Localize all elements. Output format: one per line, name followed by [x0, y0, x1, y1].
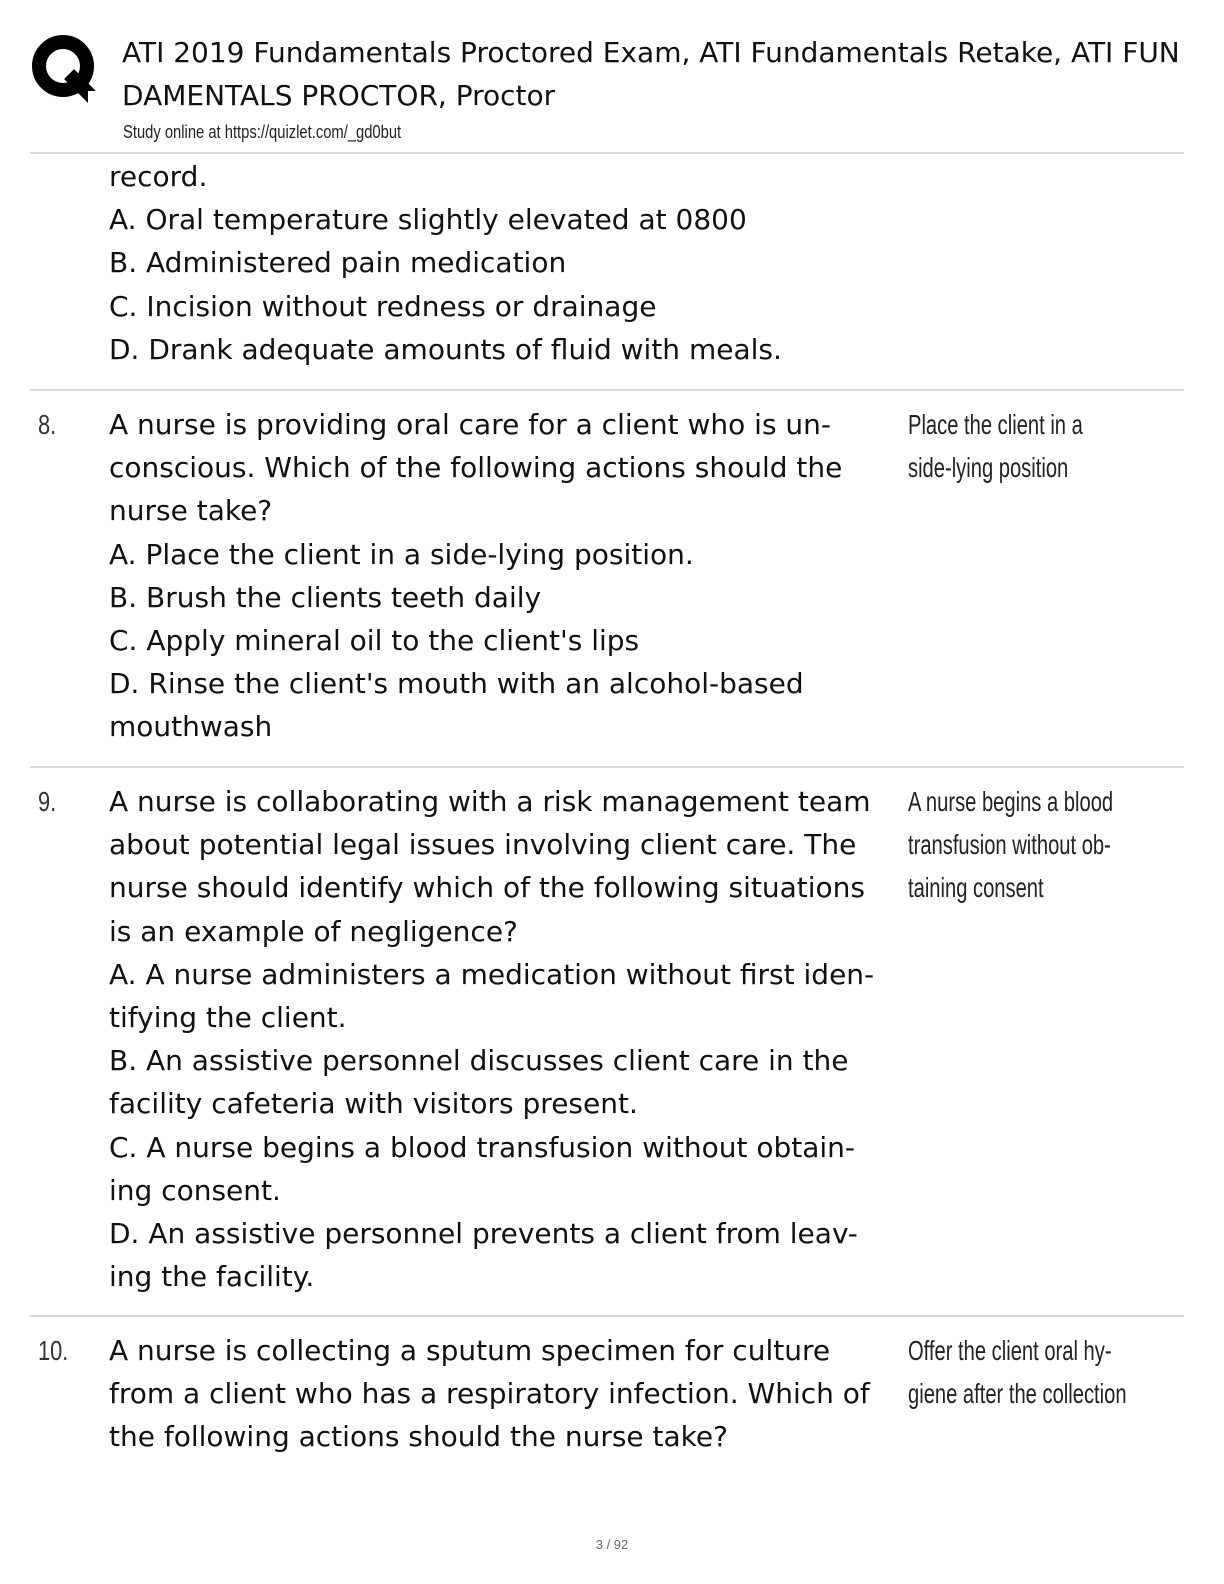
answer-line: A nurse begins a blood — [908, 786, 1114, 817]
text-line: A nurse is collecting a sputum specimen for culture — [109, 1334, 831, 1367]
text-line: A nurse is collaborating with a risk management team — [109, 785, 871, 818]
question-divider — [30, 766, 1184, 768]
text-line: ing consent. — [109, 1173, 281, 1207]
quizlet-q-logo-icon — [30, 33, 100, 103]
text-line: ing the facility. — [109, 1260, 315, 1294]
title-line: DAMENTALS PROCTOR, Proctor — [122, 79, 556, 112]
question-divider — [30, 389, 1184, 391]
question-text — [109, 780, 899, 1298]
text-line: is an example of negligence? — [109, 914, 518, 948]
title-line: ATI 2019 Fundamentals Proctored Exam, ATI Fundamentals Retake, ATI FUN — [122, 36, 1180, 69]
text-line: mouthwash — [109, 710, 273, 744]
study-online-link[interactable]: Study online at https://quizlet.com/_gd0but — [123, 122, 402, 142]
option-d: D. Drank adequate amounts of fluid with meals. — [109, 332, 782, 366]
text-line: A nurse is providing oral care for a client who is un- — [109, 408, 832, 441]
text-line: nurse take? — [109, 494, 273, 528]
text-line: about potential legal issues involving client care. The — [109, 828, 857, 862]
text-line: facility cafeteria with visitors present. — [109, 1087, 638, 1121]
header-divider — [30, 152, 1184, 154]
text-line: record. — [109, 160, 208, 193]
answer-text — [908, 403, 1124, 489]
text-line: the following actions should the nurse take? — [109, 1420, 728, 1454]
option-d: D. An assistive personnel prevents a client from leav- — [109, 1217, 858, 1251]
option-b: B. Administered pain medication — [109, 246, 567, 280]
text-line: from a client who has a respiratory infection. Which of — [109, 1377, 870, 1411]
answer-text — [908, 1329, 1127, 1415]
question-text — [109, 1329, 899, 1459]
question-divider — [30, 1315, 1184, 1317]
question-number: 10. — [38, 1335, 69, 1366]
answer-line: taining consent — [908, 872, 1044, 904]
option-a: A. Place the client in a side-lying position. — [109, 537, 694, 571]
question-number: 8. — [38, 409, 57, 440]
option-a: A. A nurse administers a medication without first iden- — [109, 957, 875, 991]
answer-line: Place the client in a — [908, 409, 1083, 440]
answer-line: Offer the client oral hy- — [908, 1335, 1112, 1366]
option-c: C. A nurse begins a blood transfusion without obtain- — [109, 1130, 856, 1164]
answer-line: transfusion without ob- — [908, 829, 1111, 861]
answer-line: giene after the collection — [908, 1378, 1127, 1410]
document-title — [122, 31, 1224, 117]
question-text — [109, 403, 899, 749]
answer-line: side-lying position — [908, 452, 1069, 484]
option-a: A. Oral temperature slightly elevated at 0800 — [109, 203, 747, 237]
text-line: nurse should identify which of the following situations — [109, 871, 865, 905]
page-number: 3 / 92 — [595, 1537, 629, 1552]
question-number: 9. — [38, 786, 57, 817]
answer-text — [908, 780, 1124, 910]
option-d: D. Rinse the client's mouth with an alcohol-based — [109, 667, 804, 701]
text-line: tifying the client. — [109, 1001, 347, 1035]
continued-question-options — [109, 155, 909, 371]
option-c: C. Incision without redness or drainage — [109, 289, 657, 323]
option-b: B. Brush the clients teeth daily — [109, 580, 542, 614]
option-c: C. Apply mineral oil to the client's lips — [109, 624, 640, 658]
option-b: B. An assistive personnel discusses client care in the — [109, 1044, 849, 1078]
text-line: conscious. Which of the following actions should the — [109, 451, 843, 485]
